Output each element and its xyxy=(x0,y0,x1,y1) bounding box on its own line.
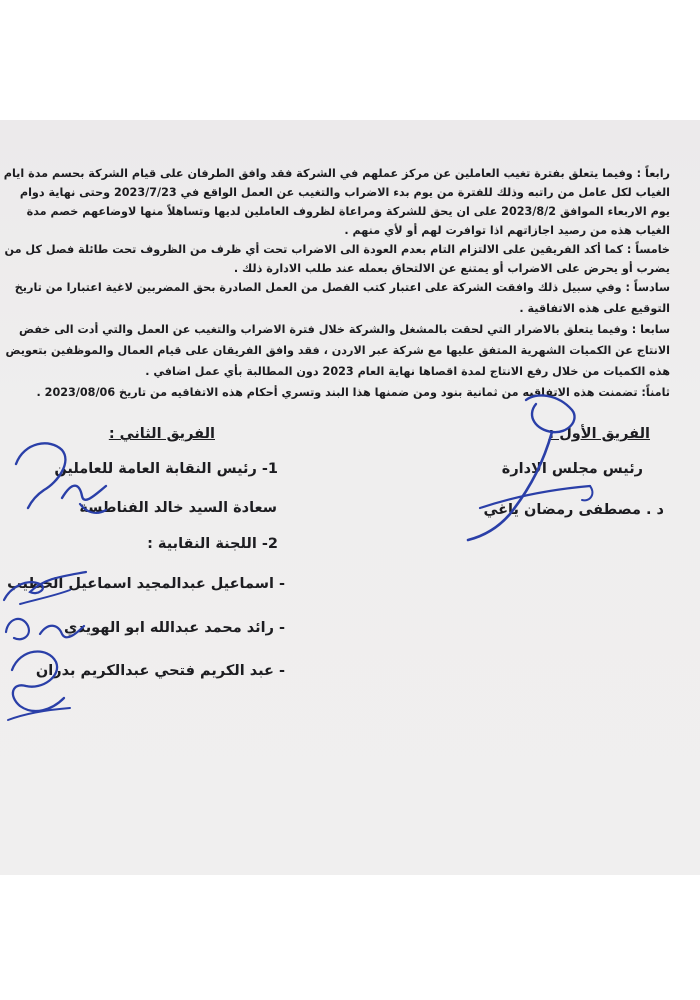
clause-4-line-4: الغياب هذه من رصيد اجازاتهم اذا توافرت لهم أو لأي منهم . xyxy=(344,224,670,237)
union-president-signature xyxy=(10,430,120,520)
clause-4-line-2: الغياب لكل عامل من راتبه وذلك للفترة من يوم بدء الاضراب والتغيب عن العمل الواقع في 2023/7/23 وحتى نهاية دوام xyxy=(19,186,670,199)
committee-member-1: - اسماعيل عبدالمجيد اسماعيل الخطيب xyxy=(7,576,285,592)
committee-member-1-signature xyxy=(0,560,90,610)
document-sheet xyxy=(0,120,700,875)
second-party-item-2: 2- اللجنة النقابية : xyxy=(147,536,278,552)
first-party-signature xyxy=(440,390,640,550)
first-party-title: رئيس مجلس الادارة xyxy=(501,461,643,477)
committee-member-2: - رائد محمد عبدالله ابو الهويدي xyxy=(64,620,285,636)
clause-8-line-1: ثامناً: تضمنت هذه الاتفاقيه من ثمانية بنود ومن ضمنها هذا البند وتسري أحكام هذه الاتفاقيه من تاريخ 2023/08/06 . xyxy=(36,386,670,399)
clause-5-line-2: يضرب أو يحرض على الاضراب أو يمتنع عن الالتحاق بعمله عند طلب الادارة ذلك . xyxy=(233,262,670,275)
second-party-item-1: 1- رئيس النقابة العامة للعاملين xyxy=(54,461,278,477)
committee-member-3: - عبد الكريم فتحي عبدالكريم بدران xyxy=(35,663,285,679)
clause-4-line-3: يوم الاربعاء الموافق 2023/8/2 على ان يحق للشركة ومراعاة لظروف العاملين لديها وتساهلاً منها لاوضاعهم خصم مدة xyxy=(26,205,670,218)
clause-7-line-2: الانتاج عن الكميات الشهرية المتفق عليها مع شركة عبر الاردن ، فقد وافق الفريقان على قيام العمال والموظفين بتعويض xyxy=(5,344,670,357)
first-party-name: د . مصطفى رمضان ياغي xyxy=(483,502,664,518)
first-party-heading: الفريق الأول : xyxy=(548,426,650,442)
second-party-heading: الفريق الثاني : xyxy=(108,426,215,442)
clause-5-line-1: خامساً : كما أكد الفريقين على الالتزام التام بعدم العودة الى الاضراب تحت أي ظرف من الظروف تحت طائلة فصل كل من xyxy=(4,243,670,256)
clause-4-line-1: رابعاً : وفيما يتعلق بفترة تغيب العاملين عن مركز عملهم في الشركة فقد وافق الطرفان على قيام الشركة بحسم مدة ايام xyxy=(3,167,670,180)
second-party-item-1-name: سعادة السيد خالد الفناطسة xyxy=(79,500,277,516)
clause-7-line-1: سابعا : وفيما يتعلق بالاضرار التي لحقت بالمشغل والشركة خلال فترة الاضراب والتغيب عن العمل والتي أدت الى خفض xyxy=(18,323,670,336)
clause-6-line-2: التوقيع على هذه الاتفاقية . xyxy=(519,302,670,315)
clause-7-line-3: هذه الكميات من خلال رفع الانتاج لمدة اقصاها نهاية العام 2023 دون المطالبة بأي عمل اضافي . xyxy=(145,365,670,378)
clause-6-line-1: سادساً : وفي سبيل ذلك وافقت الشركة على اعتبار كتب الفصل من العمل الصادرة بحق المضربين لاغية اعتبارا من تاريخ xyxy=(14,281,670,294)
committee-member-3-signature xyxy=(0,640,80,735)
